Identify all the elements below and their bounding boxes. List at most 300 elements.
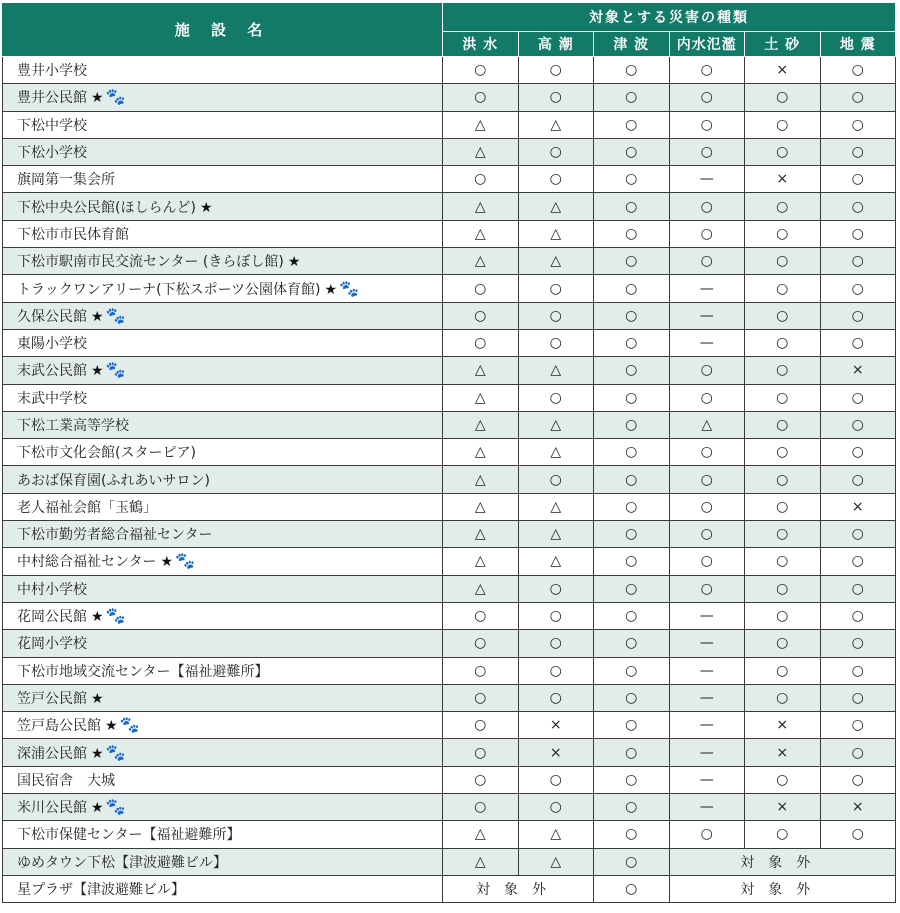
table-row: [3, 329, 896, 356]
star-icon: ★: [91, 800, 104, 817]
mark-earthquake: ○: [820, 630, 896, 657]
mark-landslide: ○: [745, 439, 821, 466]
table-row: [3, 712, 896, 739]
mark-inland-flood: ○: [669, 493, 745, 520]
mark-inland-flood: —: [669, 739, 745, 766]
mark-storm-surge: △: [518, 111, 594, 138]
star-icon: ★: [287, 254, 301, 271]
mark-earthquake: ○: [820, 302, 896, 329]
facility-name-cell: [3, 848, 443, 875]
mark-storm-surge: ○: [518, 329, 594, 356]
mark-tsunami: ○: [594, 384, 670, 411]
facility-name: ゆめタウン下松【津波避難ビル】: [17, 854, 227, 871]
table-row: [3, 466, 896, 493]
paw-pet-icon: 🐾: [105, 742, 126, 762]
mark-flood: △: [443, 357, 519, 384]
facility-name-cell: [3, 193, 443, 220]
mark-inland-flood: ○: [669, 220, 745, 247]
mark-inland-flood: —: [669, 630, 745, 657]
facility-name: 久保公民館: [17, 308, 87, 325]
mark-earthquake: ○: [820, 111, 896, 138]
star-icon: ★: [91, 609, 104, 626]
mark-tsunami: ○: [594, 275, 670, 302]
mark-tsunami: ○: [594, 84, 670, 111]
header-storm-surge: 高 潮: [518, 32, 594, 57]
mark-flood: ○: [443, 57, 519, 84]
mark-landslide: ○: [745, 193, 821, 220]
facility-name: 老人福祉会館「玉鶴」: [17, 499, 157, 516]
mark-storm-surge: △: [518, 220, 594, 247]
mark-storm-surge: △: [518, 248, 594, 275]
mark-earthquake: ○: [820, 166, 896, 193]
mark-landslide: ○: [745, 766, 821, 793]
mark-flood: ○: [443, 275, 519, 302]
mark-tsunami: ○: [594, 848, 670, 875]
mark-tsunami: ○: [594, 439, 670, 466]
facility-name: 笠戸公民館: [17, 690, 87, 707]
mark-landslide: ○: [745, 138, 821, 165]
table-row: [3, 575, 896, 602]
paw-pet-icon: 🐾: [105, 797, 126, 817]
mark-flood: △: [443, 548, 519, 575]
table-row: [3, 411, 896, 438]
table-row: [3, 684, 896, 711]
paw-pet-icon: 🐾: [105, 606, 126, 626]
star-icon: ★: [324, 281, 338, 298]
facility-name-cell: [3, 466, 443, 493]
facility-name-cell: [3, 329, 443, 356]
mark-earthquake: ○: [820, 329, 896, 356]
table-row: [3, 821, 896, 848]
facility-name: 下松中学校: [17, 117, 87, 134]
mark-earthquake: ×: [820, 357, 896, 384]
mark-storm-surge: △: [518, 193, 594, 220]
mark-inland-flood: —: [669, 712, 745, 739]
mark-flood: ○: [443, 602, 519, 629]
table-row: [3, 275, 896, 302]
mark-landslide: ○: [745, 384, 821, 411]
table-row: [3, 166, 896, 193]
table-row: [3, 357, 896, 384]
mark-tsunami: ○: [594, 712, 670, 739]
facility-name: 深浦公民館: [17, 745, 87, 762]
facility-name-cell: [3, 657, 443, 684]
mark-earthquake: ○: [820, 575, 896, 602]
facility-name: 中村総合福祉センター: [17, 554, 157, 571]
mark-landslide: ○: [745, 329, 821, 356]
mark-storm-surge: ○: [518, 602, 594, 629]
not-applicable-cell: 対象外: [669, 875, 896, 902]
mark-inland-flood: ○: [669, 548, 745, 575]
mark-flood: △: [443, 575, 519, 602]
facility-name-cell: [3, 84, 443, 111]
mark-storm-surge: △: [518, 411, 594, 438]
table-row: [3, 193, 896, 220]
mark-tsunami: ○: [594, 111, 670, 138]
mark-storm-surge: △: [518, 821, 594, 848]
mark-inland-flood: ○: [669, 57, 745, 84]
paw-pet-icon: 🐾: [105, 87, 126, 107]
mark-storm-surge: ○: [518, 630, 594, 657]
mark-earthquake: ○: [820, 548, 896, 575]
table-row: [3, 84, 896, 111]
header-landslide: 土 砂: [745, 32, 821, 57]
facility-name: 星プラザ【津波避難ビル】: [17, 882, 185, 899]
table-row: [3, 548, 896, 575]
mark-flood: ○: [443, 329, 519, 356]
mark-storm-surge: ○: [518, 466, 594, 493]
mark-inland-flood: ○: [669, 384, 745, 411]
facility-name-cell: [3, 439, 443, 466]
facility-name-cell: [3, 111, 443, 138]
facility-name: 下松市地域交流センター【福祉避難所】: [17, 663, 269, 680]
mark-tsunami: ○: [594, 739, 670, 766]
facility-name: 末武公民館: [17, 363, 87, 380]
mark-inland-flood: —: [669, 602, 745, 629]
mark-landslide: ○: [745, 275, 821, 302]
mark-inland-flood: —: [669, 275, 745, 302]
mark-storm-surge: ○: [518, 794, 594, 821]
evacuation-facility-table: [2, 2, 896, 903]
mark-storm-surge: ○: [518, 684, 594, 711]
mark-earthquake: ○: [820, 466, 896, 493]
facility-name: 国民宿舎 大城: [17, 772, 115, 789]
mark-storm-surge: ○: [518, 138, 594, 165]
table-row: [3, 521, 896, 548]
facility-name-cell: [3, 766, 443, 793]
mark-earthquake: ○: [820, 521, 896, 548]
mark-inland-flood: ○: [669, 821, 745, 848]
mark-landslide: ○: [745, 84, 821, 111]
mark-storm-surge: △: [518, 439, 594, 466]
facility-name: 中村小学校: [17, 581, 87, 598]
mark-tsunami: ○: [594, 138, 670, 165]
mark-inland-flood: ○: [669, 521, 745, 548]
facility-name: 花岡公民館: [17, 609, 87, 626]
facility-name-cell: [3, 411, 443, 438]
mark-tsunami: ○: [594, 548, 670, 575]
mark-inland-flood: ○: [669, 466, 745, 493]
table-row: [3, 302, 896, 329]
header-earthquake: 地 震: [820, 32, 896, 57]
header-disaster-types: 対象とする災害の種類: [443, 3, 896, 32]
mark-inland-flood: ○: [669, 84, 745, 111]
facility-name-cell: [3, 57, 443, 84]
facility-name-cell: [3, 166, 443, 193]
mark-flood: ○: [443, 84, 519, 111]
facility-name-cell: [3, 575, 443, 602]
mark-storm-surge: ○: [518, 302, 594, 329]
mark-earthquake: ○: [820, 275, 896, 302]
table-row: [3, 630, 896, 657]
mark-earthquake: ○: [820, 57, 896, 84]
facility-name-cell: [3, 302, 443, 329]
facility-name: あおば保育園(ふれあいサロン): [17, 472, 210, 489]
mark-landslide: ×: [745, 794, 821, 821]
mark-inland-flood: ○: [669, 439, 745, 466]
mark-landslide: ○: [745, 220, 821, 247]
mark-earthquake: ○: [820, 248, 896, 275]
facility-name-cell: [3, 275, 443, 302]
mark-tsunami: ○: [594, 329, 670, 356]
mark-landslide: ○: [745, 657, 821, 684]
mark-tsunami: ○: [594, 684, 670, 711]
facility-name-cell: [3, 821, 443, 848]
mark-landslide: ○: [745, 821, 821, 848]
star-icon: ★: [105, 718, 118, 735]
table-row: [3, 602, 896, 629]
mark-inland-flood: ○: [669, 575, 745, 602]
mark-tsunami: ○: [594, 575, 670, 602]
mark-flood: △: [443, 466, 519, 493]
table-row: [3, 493, 896, 520]
mark-tsunami: ○: [594, 302, 670, 329]
mark-flood: △: [443, 138, 519, 165]
mark-earthquake: ○: [820, 712, 896, 739]
mark-flood: ○: [443, 766, 519, 793]
table-row: [3, 766, 896, 793]
mark-tsunami: ○: [594, 521, 670, 548]
header-tsunami: 津 波: [594, 32, 670, 57]
facility-name-cell: [3, 602, 443, 629]
mark-flood: △: [443, 411, 519, 438]
mark-earthquake: ○: [820, 739, 896, 766]
mark-landslide: ○: [745, 411, 821, 438]
facility-name: 下松中央公民館(ほしらんど): [17, 199, 196, 216]
facility-name-cell: [3, 684, 443, 711]
mark-landslide: ○: [745, 111, 821, 138]
mark-inland-flood: —: [669, 657, 745, 684]
facility-name: 下松市文化会館(スターピア): [17, 445, 196, 462]
mark-flood: △: [443, 220, 519, 247]
mark-storm-surge: ○: [518, 766, 594, 793]
table-row: [3, 439, 896, 466]
facility-name-cell: [3, 739, 443, 766]
mark-tsunami: ○: [594, 657, 670, 684]
mark-storm-surge: ○: [518, 57, 594, 84]
facility-name-cell: [3, 712, 443, 739]
star-icon: ★: [199, 199, 213, 216]
mark-landslide: ○: [745, 602, 821, 629]
mark-tsunami: ○: [594, 166, 670, 193]
mark-landslide: ×: [745, 712, 821, 739]
mark-tsunami: ○: [594, 411, 670, 438]
mark-earthquake: ○: [820, 84, 896, 111]
mark-tsunami: ○: [594, 248, 670, 275]
facility-name: 末武中学校: [17, 390, 87, 407]
mark-earthquake: ○: [820, 220, 896, 247]
facility-name: 下松工業高等学校: [17, 418, 129, 434]
mark-tsunami: ○: [594, 821, 670, 848]
mark-earthquake: ○: [820, 684, 896, 711]
facility-name: 下松市保健センター【福祉避難所】: [17, 827, 241, 844]
mark-inland-flood: —: [669, 329, 745, 356]
star-icon: ★: [91, 363, 104, 380]
mark-flood: △: [443, 193, 519, 220]
table-row: [3, 248, 896, 275]
star-icon: ★: [91, 308, 104, 325]
mark-tsunami: ○: [594, 357, 670, 384]
facility-name: 下松小学校: [17, 145, 87, 162]
mark-tsunami: ○: [594, 57, 670, 84]
mark-landslide: ×: [745, 739, 821, 766]
mark-flood: △: [443, 848, 519, 875]
facility-name-cell: [3, 384, 443, 411]
mark-inland-flood: △: [669, 411, 745, 438]
star-icon: ★: [91, 690, 104, 707]
mark-earthquake: ○: [820, 821, 896, 848]
facility-name-cell: [3, 138, 443, 165]
mark-storm-surge: ○: [518, 657, 594, 684]
star-icon: ★: [91, 745, 104, 762]
paw-pet-icon: 🐾: [105, 305, 126, 325]
mark-earthquake: ○: [820, 384, 896, 411]
mark-inland-flood: ○: [669, 193, 745, 220]
table-row: [3, 111, 896, 138]
mark-tsunami: ○: [594, 602, 670, 629]
facility-name-cell: [3, 493, 443, 520]
mark-storm-surge: ○: [518, 275, 594, 302]
mark-inland-flood: —: [669, 302, 745, 329]
facility-name: 米川公民館: [17, 800, 87, 817]
mark-storm-surge: ○: [518, 84, 594, 111]
facility-name: 東陽小学校: [17, 336, 87, 353]
mark-earthquake: ○: [820, 193, 896, 220]
mark-landslide: ○: [745, 630, 821, 657]
mark-flood: ○: [443, 739, 519, 766]
mark-earthquake: ○: [820, 766, 896, 793]
mark-flood: ○: [443, 630, 519, 657]
mark-earthquake: ×: [820, 493, 896, 520]
mark-earthquake: ○: [820, 411, 896, 438]
not-applicable-cell: 対象外: [443, 875, 594, 902]
mark-inland-flood: ○: [669, 111, 745, 138]
mark-flood: ○: [443, 684, 519, 711]
table-row: [3, 875, 896, 902]
mark-earthquake: ○: [820, 602, 896, 629]
mark-tsunami: ○: [594, 766, 670, 793]
table-row: [3, 739, 896, 766]
mark-landslide: ○: [745, 684, 821, 711]
mark-storm-surge: △: [518, 848, 594, 875]
table-row: [3, 138, 896, 165]
table-row: [3, 848, 896, 875]
header-inland-flood: 内水氾濫: [669, 32, 745, 57]
mark-storm-surge: △: [518, 493, 594, 520]
mark-inland-flood: —: [669, 166, 745, 193]
facility-name-cell: [3, 548, 443, 575]
mark-storm-surge: ×: [518, 712, 594, 739]
header-facility-name: 施 設 名: [3, 3, 443, 57]
mark-flood: △: [443, 439, 519, 466]
mark-tsunami: ○: [594, 794, 670, 821]
mark-tsunami: ○: [594, 466, 670, 493]
mark-flood: ○: [443, 794, 519, 821]
paw-pet-icon: 🐾: [175, 551, 195, 571]
mark-inland-flood: —: [669, 684, 745, 711]
table-row: [3, 220, 896, 247]
mark-landslide: ○: [745, 357, 821, 384]
facility-name: 下松市市民体育館: [17, 226, 129, 243]
facility-name-cell: [3, 630, 443, 657]
mark-landslide: ○: [745, 575, 821, 602]
mark-flood: ○: [443, 302, 519, 329]
mark-flood: △: [443, 493, 519, 520]
mark-tsunami: ○: [594, 630, 670, 657]
mark-earthquake: ○: [820, 439, 896, 466]
facility-name-cell: [3, 875, 443, 902]
mark-inland-flood: ○: [669, 138, 745, 165]
star-icon: ★: [91, 90, 104, 107]
not-applicable-cell: 対象外: [669, 848, 896, 875]
table-row: [3, 657, 896, 684]
mark-tsunami: ○: [594, 875, 670, 902]
mark-flood: △: [443, 384, 519, 411]
mark-storm-surge: ○: [518, 575, 594, 602]
facility-rows: [3, 57, 896, 903]
mark-landslide: ○: [745, 548, 821, 575]
mark-inland-flood: ○: [669, 248, 745, 275]
mark-landslide: ○: [745, 493, 821, 520]
mark-flood: ○: [443, 657, 519, 684]
facility-name: 豊井公民館: [17, 90, 87, 107]
facility-name-cell: [3, 521, 443, 548]
facility-name-cell: [3, 248, 443, 275]
mark-inland-flood: —: [669, 766, 745, 793]
facility-name: 花岡小学校: [17, 636, 87, 653]
mark-storm-surge: △: [518, 521, 594, 548]
facility-name: 下松市勤労者総合福祉センター: [17, 527, 213, 544]
facility-name: 豊井小学校: [17, 63, 87, 80]
mark-landslide: ○: [745, 248, 821, 275]
paw-pet-icon: 🐾: [105, 360, 126, 380]
mark-storm-surge: ○: [518, 166, 594, 193]
mark-landslide: ○: [745, 466, 821, 493]
table-row: [3, 794, 896, 821]
mark-storm-surge: ×: [518, 739, 594, 766]
mark-landslide: ×: [745, 166, 821, 193]
mark-tsunami: ○: [594, 493, 670, 520]
mark-inland-flood: ○: [669, 357, 745, 384]
table-row: [3, 57, 896, 84]
mark-tsunami: ○: [594, 220, 670, 247]
facility-name: 笠戸島公民館: [17, 718, 101, 735]
mark-flood: △: [443, 248, 519, 275]
facility-name: 下松市駅南市民交流センター (きらぼし館): [17, 254, 284, 271]
table-row: [3, 384, 896, 411]
mark-tsunami: ○: [594, 193, 670, 220]
mark-flood: △: [443, 521, 519, 548]
mark-earthquake: ×: [820, 794, 896, 821]
mark-flood: ○: [443, 712, 519, 739]
mark-landslide: ○: [745, 302, 821, 329]
mark-storm-surge: △: [518, 548, 594, 575]
facility-name: トラックワンアリーナ(下松スポーツ公園体育館): [17, 281, 321, 298]
mark-flood: △: [443, 111, 519, 138]
mark-storm-surge: △: [518, 357, 594, 384]
paw-pet-icon: 🐾: [119, 715, 140, 735]
mark-landslide: ×: [745, 57, 821, 84]
mark-flood: ○: [443, 166, 519, 193]
paw-pet-icon: 🐾: [339, 278, 360, 298]
facility-name-cell: [3, 220, 443, 247]
mark-storm-surge: ○: [518, 384, 594, 411]
mark-earthquake: ○: [820, 138, 896, 165]
mark-landslide: ○: [745, 521, 821, 548]
mark-flood: △: [443, 821, 519, 848]
facility-name-cell: [3, 794, 443, 821]
header-flood: 洪 水: [443, 32, 519, 57]
